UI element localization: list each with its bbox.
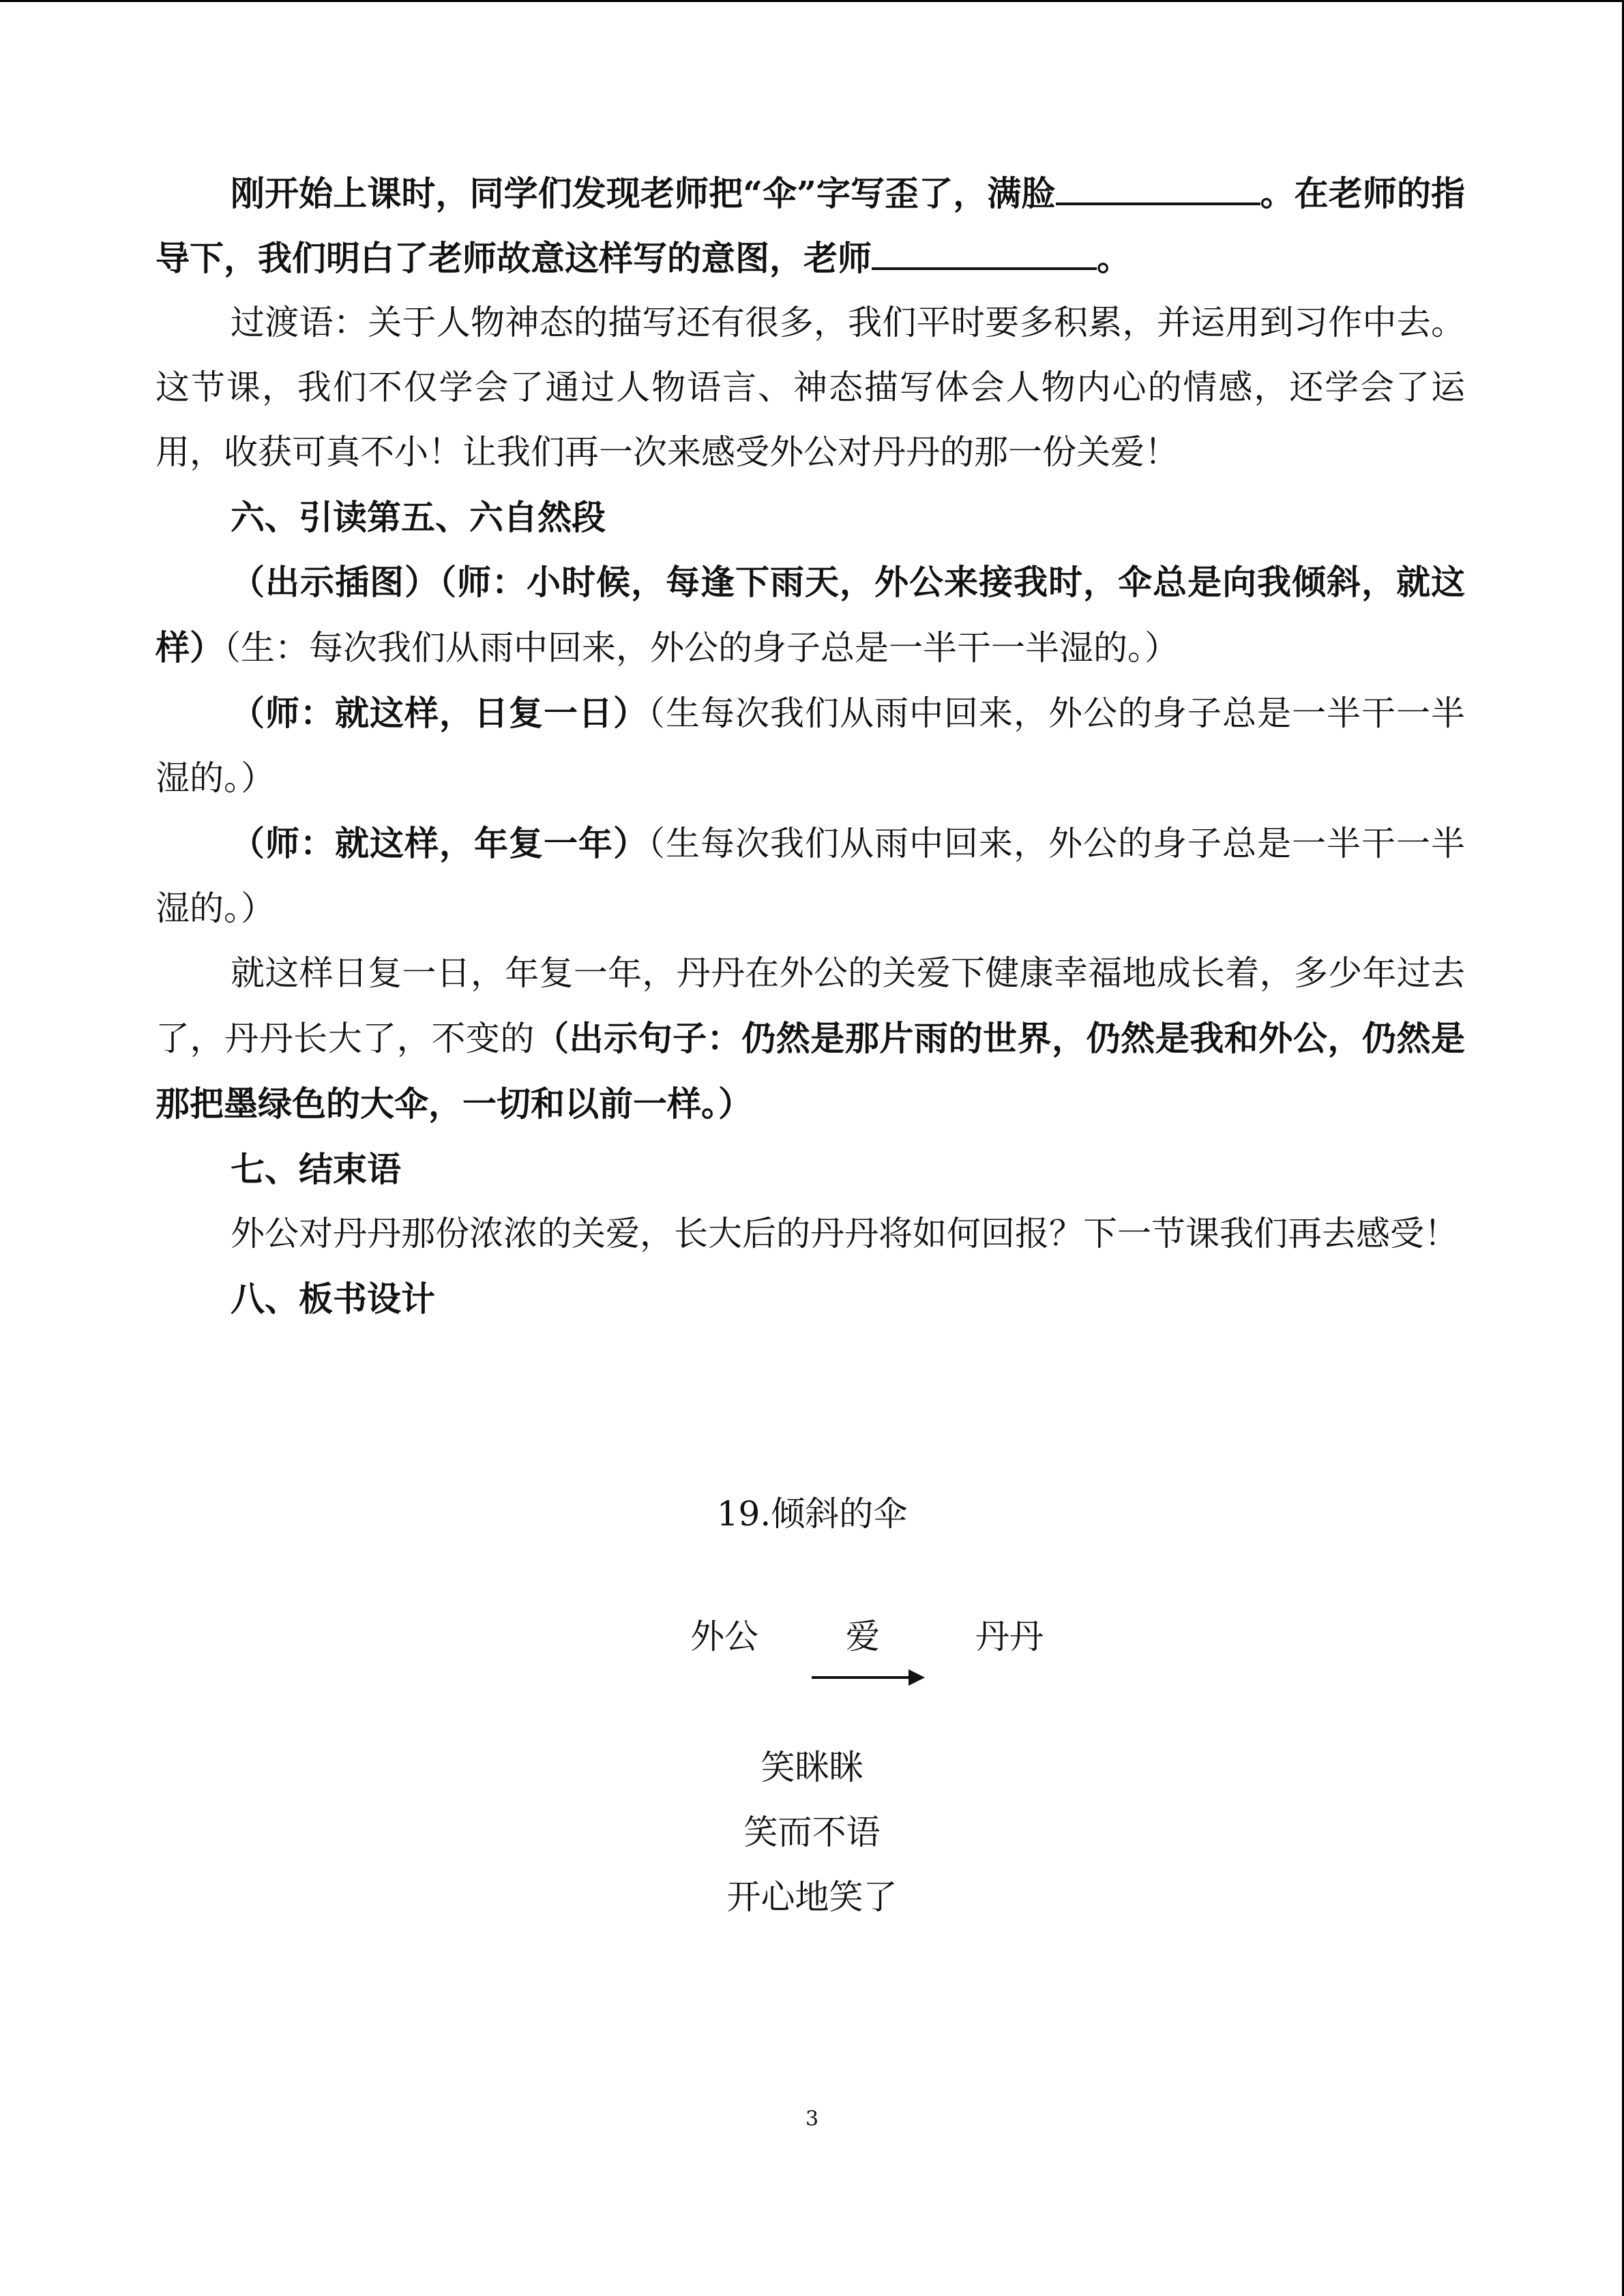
- board-title: 19.倾斜的伞: [716, 1494, 908, 1534]
- heading-section-6: 六、引读第五、六自然段: [231, 497, 606, 537]
- student-line-2: （生每次我们从雨中回来，外公的身子总是一半干一半湿的。）: [156, 694, 1465, 798]
- board-item: 笑眯眯: [761, 1748, 863, 1787]
- teacher-line-3: （师：就这样，年复一年）: [231, 823, 648, 863]
- page-number: 3: [805, 2107, 819, 2131]
- paragraph-guided-reading-2: [156, 681, 1465, 811]
- teacher-line-2: （师：就这样，日复一日）: [231, 693, 648, 733]
- paragraph-summary: [156, 941, 1465, 1137]
- document-body: [156, 161, 1465, 1331]
- board-middle-label: 爱: [846, 1617, 880, 1656]
- paragraph-guided-reading-1: [156, 550, 1465, 681]
- board-left-label: 外公: [690, 1617, 758, 1656]
- heading-section-8: 八、板书设计: [231, 1279, 435, 1319]
- page-border-top: [0, 0, 1624, 2]
- fill-in-text-1: 刚开始上课时，同学们发现老师把“伞”字写歪了，满脸: [231, 173, 1056, 213]
- teacher-line-1: （出示插图）（师：小时候，每逢下雨天，外公来接我时，伞总是向我倾斜，就这样）: [156, 562, 1465, 668]
- student-line-1: （生：每次我们从雨中回来，外公的身子总是一半干一半湿的。）: [224, 628, 1179, 668]
- board-expression-list: [0, 1735, 1624, 1930]
- paragraph-transition: 过渡语：关于人物神态的描写还有很多，我们平时要多积累，并运用到习作中去。这节课，我们不仅学会了通过人物语言、神态描写体会人物内心的情感，还学会了运用，收获可真不小！让我们再一次来感受外公对丹丹的那一份关爱！: [156, 303, 1465, 472]
- summary-sentence: （出示句子：仍然是那片雨的世界，仍然是我和外公，仍然是那把墨绿色的大伞，一切和以前一样。）: [156, 1018, 1466, 1124]
- fill-in-text-3: 。: [1097, 238, 1131, 278]
- arrow-line: [812, 1676, 914, 1679]
- paragraph-guided-reading-3: [156, 811, 1465, 941]
- arrow-right-icon: [909, 1669, 925, 1686]
- heading-section-7: 七、结束语: [231, 1149, 401, 1189]
- paragraph-fill-in: [156, 161, 1465, 290]
- paragraph-closing: 外公对丹丹那份浓浓的关爱，长大后的丹丹将如何回报？下一节课我们再去感受！: [231, 1214, 1458, 1253]
- board-item: 笑而不语: [743, 1813, 881, 1852]
- blank-line-2: [872, 240, 1097, 270]
- fill-in-text-2: 。在老师的指导下，我们明白了老师故意这样写的意图，老师: [156, 173, 1465, 278]
- summary-text: 就这样日复一日，年复一年，丹丹在外公的关爱下健康幸福地成长着，多少年过去了，丹丹长大了，不变的: [156, 953, 1465, 1058]
- student-line-3: （生每次我们从雨中回来，外公的身子总是一半干一半湿的。）: [156, 824, 1465, 928]
- board-right-label: 丹丹: [975, 1617, 1044, 1656]
- board-item: 开心地笑了: [726, 1877, 898, 1917]
- blank-line-1: [1056, 175, 1260, 205]
